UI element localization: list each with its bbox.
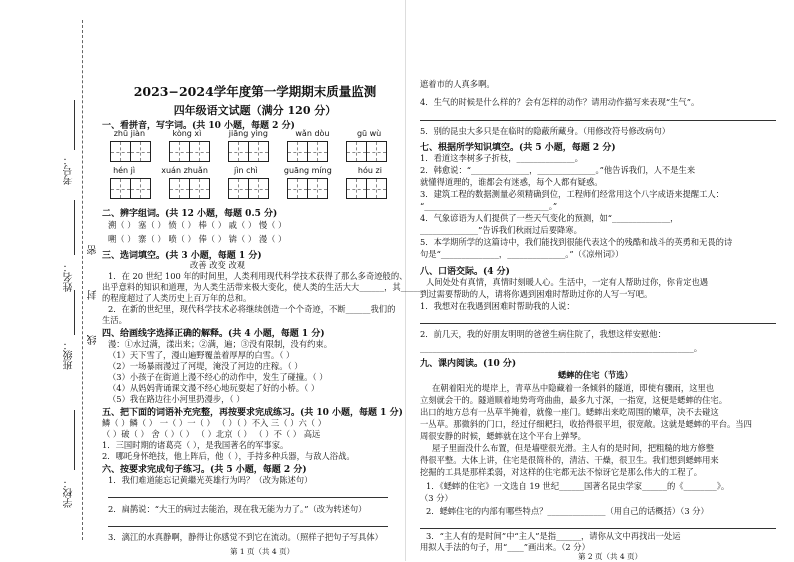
- section-6-heading: 六、按要求完成句子练习。(共 5 小题，每题 2 分): [102, 465, 307, 475]
- section-8-prompt-1: 人间处处有真情，真情时刻暖人心。生活中，一定有人帮助过你，你肯定也遇: [426, 277, 709, 287]
- section-6-q2: 2．扁鹊说：“大王的病过去能治，现在我无能为力了。”（改为转述句）: [108, 504, 367, 514]
- pinyin-5: gū wù: [356, 129, 382, 138]
- section-7-line-1[interactable]: 1．看道这李树多子折枝，______________。: [420, 153, 583, 163]
- pinyin-3: jiāng yìng: [228, 129, 268, 138]
- section-3-line-2[interactable]: 出乎意料的知识和道理，为人类生活带来极大变化，使人类的生活大大______，其______: [102, 282, 426, 292]
- page-2-footer: 第 2 页（共 4 页）: [578, 552, 643, 561]
- name-field[interactable]: [74, 200, 75, 255]
- pinyin-2: kòng xì: [172, 129, 202, 138]
- section-7-line-8: 5．本学期所学的这篇诗中，我们能找到很能代表这个的残酷和战斗的英勇和无畏的诗: [420, 237, 733, 247]
- seal-line: [82, 20, 83, 540]
- section-2-heading: 二、辨字组词。(共 12 小题，每题 0.5 分): [102, 209, 278, 219]
- pinyin-row-2: [100, 166, 395, 175]
- pinyin-10: hóu zi: [357, 166, 382, 175]
- binding-margin: [0, 0, 100, 561]
- tian-grid[interactable]: [346, 141, 386, 162]
- passage-line-5: 周很安静的时候，蟋蟀就在这个平台上弹琴。: [420, 431, 586, 441]
- id-label: 考号：: [64, 155, 75, 185]
- pinyin-8: jìn chì: [234, 166, 258, 175]
- pinyin-9: guāng míng: [283, 166, 332, 175]
- section-7-line-5[interactable]: “______________________________。”: [420, 201, 558, 211]
- pinyin-4: wǎn dòu: [295, 129, 330, 138]
- section-4-item-2[interactable]: （2）一场暴雨漫过了河堤，淹没了河边的庄稼。（ ）: [108, 361, 303, 371]
- section-1-heading: 一、看拼音，写字词。(共 10 小题，每题 2 分): [102, 121, 295, 131]
- section-5-line-3[interactable]: 1．三国时期的诸葛亮（ ），是我国著名的军事家。: [102, 440, 289, 450]
- section-7-line-6[interactable]: 4．气象谚语为人们提供了一些天气变化的预测，如“______________，: [420, 213, 679, 223]
- seal-char-2: 封: [88, 290, 99, 300]
- pinyin-row-1: [100, 129, 395, 138]
- passage-line-2: 立刻就会干的。隧道顺着地势弯弯曲曲，最多九寸深，一指宽，这便是蟋蟀的住宅。: [420, 395, 727, 405]
- section-4-item-1[interactable]: （1）天下雪了，漫山遍野覆盖着厚厚的白雪。（ ）: [108, 350, 295, 360]
- tian-grid[interactable]: [169, 178, 209, 199]
- answer-line[interactable]: [108, 526, 388, 527]
- reading-q2[interactable]: 2．蟋蟀住宅的内部有哪些特点？______________（用自己的话概括）（3 分）: [426, 506, 709, 516]
- section-3-line-3: 的程度超过了人类历史上百万年的总和。: [102, 293, 252, 303]
- tian-grid[interactable]: [346, 178, 386, 199]
- top-q4: 4．生气的时候是什么样的？会有怎样的动作？请用动作描写来表现“生气”。: [420, 97, 700, 107]
- passage-line-4: 一丛草。那微斜的门口，经过仔细耙扫，收拾得很平坦，很宽敞。这就是蟋蟀的平台。当四: [420, 419, 752, 429]
- class-field[interactable]: [74, 290, 75, 335]
- section-3-heading: 三、选词填空。(共 3 小题，每题 1 分): [102, 251, 262, 261]
- answer-line[interactable]: [420, 323, 776, 324]
- section-5-line-4[interactable]: 2．哪吒身怀绝技，他上阵后，他（ ），手持多种兵器，与敌人浴战。: [102, 451, 355, 461]
- answer-line[interactable]: [420, 528, 776, 529]
- name-label: 姓名：: [64, 262, 75, 292]
- section-7-heading: 七、根据所学知识填空。(共 5 小题，每题 2 分): [420, 143, 616, 153]
- section-3-line-1: 1．在 20 世纪 100 年的时间里，人类利用现代科学技术获得了那么多奇迹般的、: [108, 271, 408, 281]
- tian-grid[interactable]: [169, 141, 209, 162]
- section-5-line-2[interactable]: （ ）破（ ） 舍（ ）（ ） （ ）北京（ ） （ ）不（ ） 高远: [102, 429, 321, 439]
- passage-line-7: 得很平整。大体上讲，住宅是很简朴的，清洁、干燥，很卫生。我们想到蟋蟀用来: [420, 455, 719, 465]
- school-label: 学校：: [64, 478, 75, 508]
- pinyin-6: hén jì: [113, 166, 136, 175]
- section-8-q1: 1．我想对在我遇到困难时帮助我的人说：: [420, 301, 575, 311]
- section-5-heading: 五、把下面的词语补充完整，再按要求完成练习。(共 10 小题，每题 1 分): [102, 408, 403, 418]
- section-8-prompt-2: 到过需要帮助的人，请将你遇到困难时帮助过你的人写一写吧。: [420, 289, 653, 299]
- section-8-q2: 2．前几天，我的好朋友明明的爸爸生病住院了，我想这样安慰他：: [420, 329, 666, 339]
- section-2-row-1[interactable]: 溯（ ） 塞（ ） 愤（ ） 棒（ ） 戚（ ） 慢（ ）: [108, 220, 287, 230]
- passage-line-8: 挖掘的工具是那样柔弱，对这样的住宅都无法不惊讶它是那么伟大的工程了。: [420, 467, 703, 477]
- section-6-q1: 1．我们难道能忘记黄繼光英雄行为吗？（改为陈述句）: [108, 475, 313, 485]
- reading-q3-cont[interactable]: 用拟人手法的句子，用“____”画出来。（2 分）: [420, 542, 590, 552]
- section-4-item-5[interactable]: （5）我在路边往小河里扔漫步，（ ）: [108, 394, 245, 404]
- section-8-answer-line[interactable]: __________________________________________________________________。: [420, 343, 703, 353]
- section-5-line-1[interactable]: 鳞（ ）鳞（ ） 一（ ）一（ ） （ ）（ ）不入 三（ ）六（ ）: [102, 418, 326, 428]
- exam-title: 2023−2024学年度第一学期期末质量监测: [133, 84, 377, 99]
- tian-grid[interactable]: [287, 141, 327, 162]
- passage-line-6: 屋子里面没什么布置，但是墙壁很光滑。主人有的是时间，把粗糙的地方修整: [432, 443, 715, 453]
- school-field[interactable]: [74, 410, 75, 470]
- section-4-heading: 四、给画线字选择正确的解释。(共 4 小题，每题 1 分): [102, 329, 325, 339]
- tian-grid-row-2: [100, 178, 395, 199]
- pinyin-1: zhū jiàn: [113, 129, 146, 138]
- section-8-heading: 八、口语交际。(4 分): [420, 267, 510, 277]
- section-7-line-3: 就懂得道理的，谁都会有迷惑，每个人都有疑惑。: [420, 177, 603, 187]
- seal-char-3: 线: [88, 335, 99, 345]
- tian-grid-row-1: [100, 141, 395, 162]
- section-2-row-2[interactable]: 嗍（ ） 寨（ ） 喷（ ） 俸（ ） 锛（ ） 漫（ ）: [108, 234, 287, 244]
- page-2-carry-line: 遮着市的人真多啊。: [420, 79, 495, 89]
- section-4-definitions: 漫：①水过满，漾出来；②满，遍；③没有限制，没有约束。: [108, 339, 333, 349]
- section-9-heading: 九、课内阅读。(10 分): [420, 359, 517, 369]
- exam-page-1: [100, 0, 426, 561]
- exam-subtitle: 四年级语文试题（满分 120 分）: [173, 104, 337, 117]
- passage-title: 蟋蟀的住宅（节选）: [558, 370, 633, 380]
- answer-line[interactable]: [420, 120, 776, 121]
- section-7-line-7[interactable]: ______________”告诉我们秋雨过后要降寒。: [420, 225, 582, 235]
- tian-grid[interactable]: [228, 141, 268, 162]
- section-7-line-9[interactable]: 句是“______________，______________。”（《凉州词》）: [420, 249, 624, 259]
- section-7-line-2[interactable]: 2．韩愈说：“______________，______________。”他告诉我们，人不是生来: [420, 165, 696, 175]
- section-3-line-4[interactable]: 2．在新的世纪里，现代科学技术必将继续创造一个个奇迹，不断______我们的: [108, 304, 396, 314]
- tian-grid[interactable]: [287, 178, 327, 199]
- id-field[interactable]: [74, 100, 75, 150]
- reading-q3[interactable]: 3．“主人有的是时间”中“主人”是指______，请你从文中再找出一处运: [426, 531, 681, 541]
- reading-q1[interactable]: 1．《蟋蟀的住宅》一文选自 19 世纪______国著名昆虫学家______的《________》。: [426, 481, 730, 491]
- passage-line-1: 在朝着阳光的堤岸上，青草丛中隐藏着一条倾斜的隧道，即使有骤雨，这里也: [432, 383, 715, 393]
- pinyin-7: xuán zhuǎn: [161, 166, 208, 175]
- section-4-item-3[interactable]: （3）小孩子在街道上漫不经心的动作中，发生了碰撞。（ ）: [108, 372, 328, 382]
- section-7-line-4: 3．建筑工程的数据测量必须精确到位，工程师们经常用这个八字成语来提醒工人：: [420, 189, 724, 199]
- tian-grid[interactable]: [110, 178, 150, 199]
- class-label: 班级：: [64, 340, 75, 370]
- tian-grid[interactable]: [228, 178, 268, 199]
- section-4-item-4[interactable]: （4）从妈妈背诵课文漫不经心地玩耍起了好的小桥。（ ）: [108, 383, 320, 393]
- passage-line-3: 出口的地方总有一丛草半掩着，就像一座门。蟋蟀出来吃周围的嫩草，决不去碰这: [420, 407, 719, 417]
- tian-grid[interactable]: [110, 141, 150, 162]
- section-6-q3: 3．漓江的水真静啊，静得让你感觉不到它在流动。（照样子把句子写具体）: [108, 532, 383, 542]
- seal-char-1: 密: [88, 245, 99, 255]
- answer-line[interactable]: [108, 497, 388, 498]
- exam-page-2: [418, 0, 780, 561]
- section-3-line-5: 生活。: [102, 315, 127, 325]
- page-1-footer: 第 1 页（共 4 页）: [230, 547, 295, 556]
- section-3-options: 改善 改变 改观: [190, 260, 246, 270]
- reading-q1-score: （3 分）: [420, 493, 453, 503]
- top-q5: 5．别的昆虫大多只是在临时的隐蔽所藏身。（用修改符号修改病句）: [420, 126, 671, 136]
